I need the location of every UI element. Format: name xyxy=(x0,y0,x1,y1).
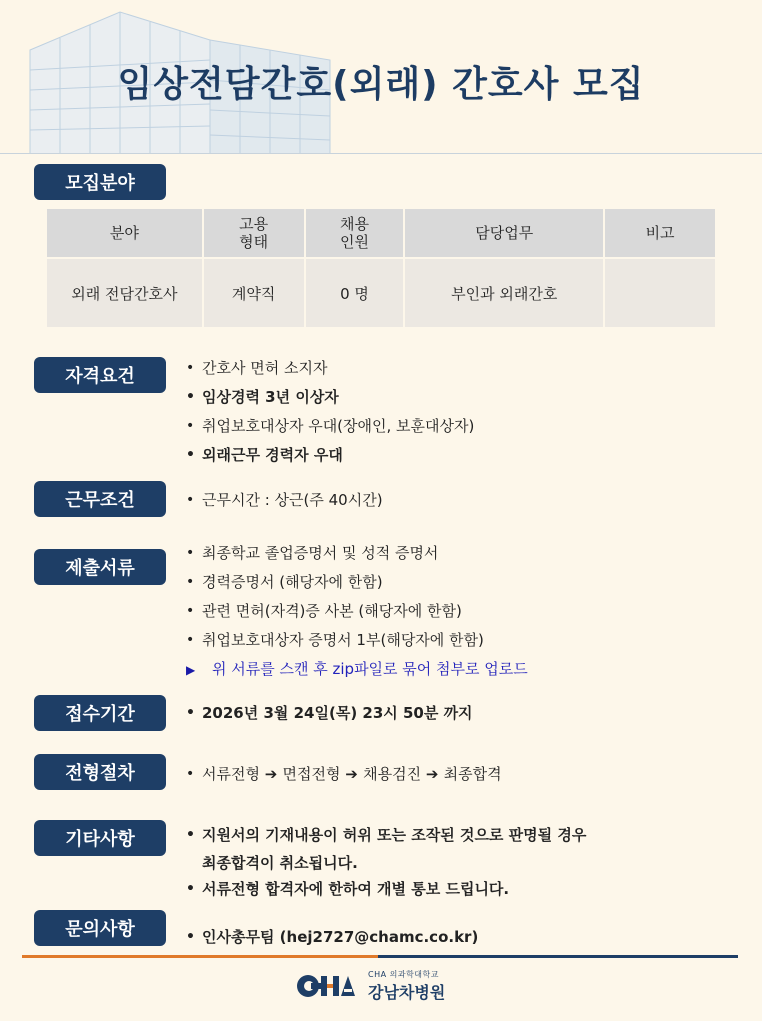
section-label-period: 접수기간 xyxy=(34,695,166,731)
list-item: • 서류전형 합격자에 한하여 개별 통보 드립니다. xyxy=(186,879,586,908)
arrow-right-icon: ➔ xyxy=(264,765,283,783)
qualification-list xyxy=(186,358,474,474)
procedure-steps xyxy=(186,764,502,793)
section-label-inquiry: 문의사항 xyxy=(34,910,166,946)
list-item: • 외래근무 경력자 우대 xyxy=(186,445,474,474)
table-header-cell: 담당업무 xyxy=(405,209,603,257)
list-item: • 관련 면허(자격)증 사본 (해당자에 한함) xyxy=(186,601,528,630)
procedure-step: 서류전형 xyxy=(202,765,260,783)
documents-list xyxy=(186,543,528,688)
list-item: • 근무시간 : 상근(주 40시간) xyxy=(186,490,383,519)
table-row xyxy=(47,259,715,327)
procedure-step: 면접전형 xyxy=(282,765,341,783)
table-cell: 부인과 외래간호 xyxy=(405,259,603,327)
table-cell: 계약직 xyxy=(204,259,304,327)
section-label-qualification: 자격요건 xyxy=(34,357,166,393)
arrow-right-icon: ➔ xyxy=(425,765,444,783)
table-header-cell: 고용 형태 xyxy=(204,209,304,257)
etc-line: 지원서의 기재내용이 허위 또는 조작된 것으로 판명될 경우 xyxy=(202,826,587,844)
hospital-logo xyxy=(296,969,445,1003)
table-header-cell: 분야 xyxy=(47,209,202,257)
logo-subtitle: CHA 의과학대학교 xyxy=(368,970,439,979)
arrow-right-icon: ➔ xyxy=(345,765,364,783)
section-label-conditions: 근무조건 xyxy=(34,481,166,517)
list-item xyxy=(186,821,586,877)
list-item: • 인사총무팀 (hej2727@chamc.co.kr) xyxy=(186,927,478,956)
section-label-procedure: 전형절차 xyxy=(34,754,166,790)
table-header-cell: 채용 인원 xyxy=(306,209,404,257)
etc-line: 최종합격이 취소됩니다. xyxy=(202,854,358,872)
recruitment-table xyxy=(45,207,717,329)
conditions-list xyxy=(186,490,383,519)
list-item: • 취업보호대상자 증명서 1부(해당자에 한함) xyxy=(186,630,528,659)
procedure-step: 채용검진 xyxy=(363,765,422,783)
section-label-documents: 제출서류 xyxy=(34,549,166,585)
footer-divider xyxy=(22,955,738,958)
documents-note: ▶ 위 서류를 스캔 후 zip파일로 묶어 첨부로 업로드 xyxy=(186,659,528,688)
list-item: • 경력증명서 (해당자에 한함) xyxy=(186,572,528,601)
logo-name: 강남차병원 xyxy=(368,983,446,1002)
list-item: • 간호사 면허 소지자 xyxy=(186,358,474,387)
table-cell: 0 명 xyxy=(306,259,404,327)
header-banner xyxy=(0,0,762,154)
procedure-list xyxy=(186,764,502,793)
table-header-row xyxy=(47,209,715,257)
table-cell xyxy=(605,259,715,327)
list-item: • 임상경력 3년 이상자 xyxy=(186,387,474,416)
section-label-etc: 기타사항 xyxy=(34,820,166,856)
section-label-field: 모집분야 xyxy=(34,164,166,200)
cha-logo-icon xyxy=(296,974,356,998)
page-title: 임상전담간호(외래) 간호사 모집 xyxy=(117,64,645,105)
etc-list xyxy=(186,821,586,908)
list-item: • 2026년 3월 24일(목) 23시 50분 까지 xyxy=(186,703,473,732)
table-header-cell: 비고 xyxy=(605,209,715,257)
list-item: • 취업보호대상자 우대(장애인, 보훈대상자) xyxy=(186,416,474,445)
logo-text xyxy=(368,969,445,1003)
table-cell: 외래 전담간호사 xyxy=(47,259,202,327)
inquiry-list xyxy=(186,927,478,956)
footer-divider-accent xyxy=(22,955,378,958)
list-item: • 최종학교 졸업증명서 및 성적 증명서 xyxy=(186,543,528,572)
period-list xyxy=(186,703,473,732)
procedure-step: 최종합격 xyxy=(443,765,502,783)
